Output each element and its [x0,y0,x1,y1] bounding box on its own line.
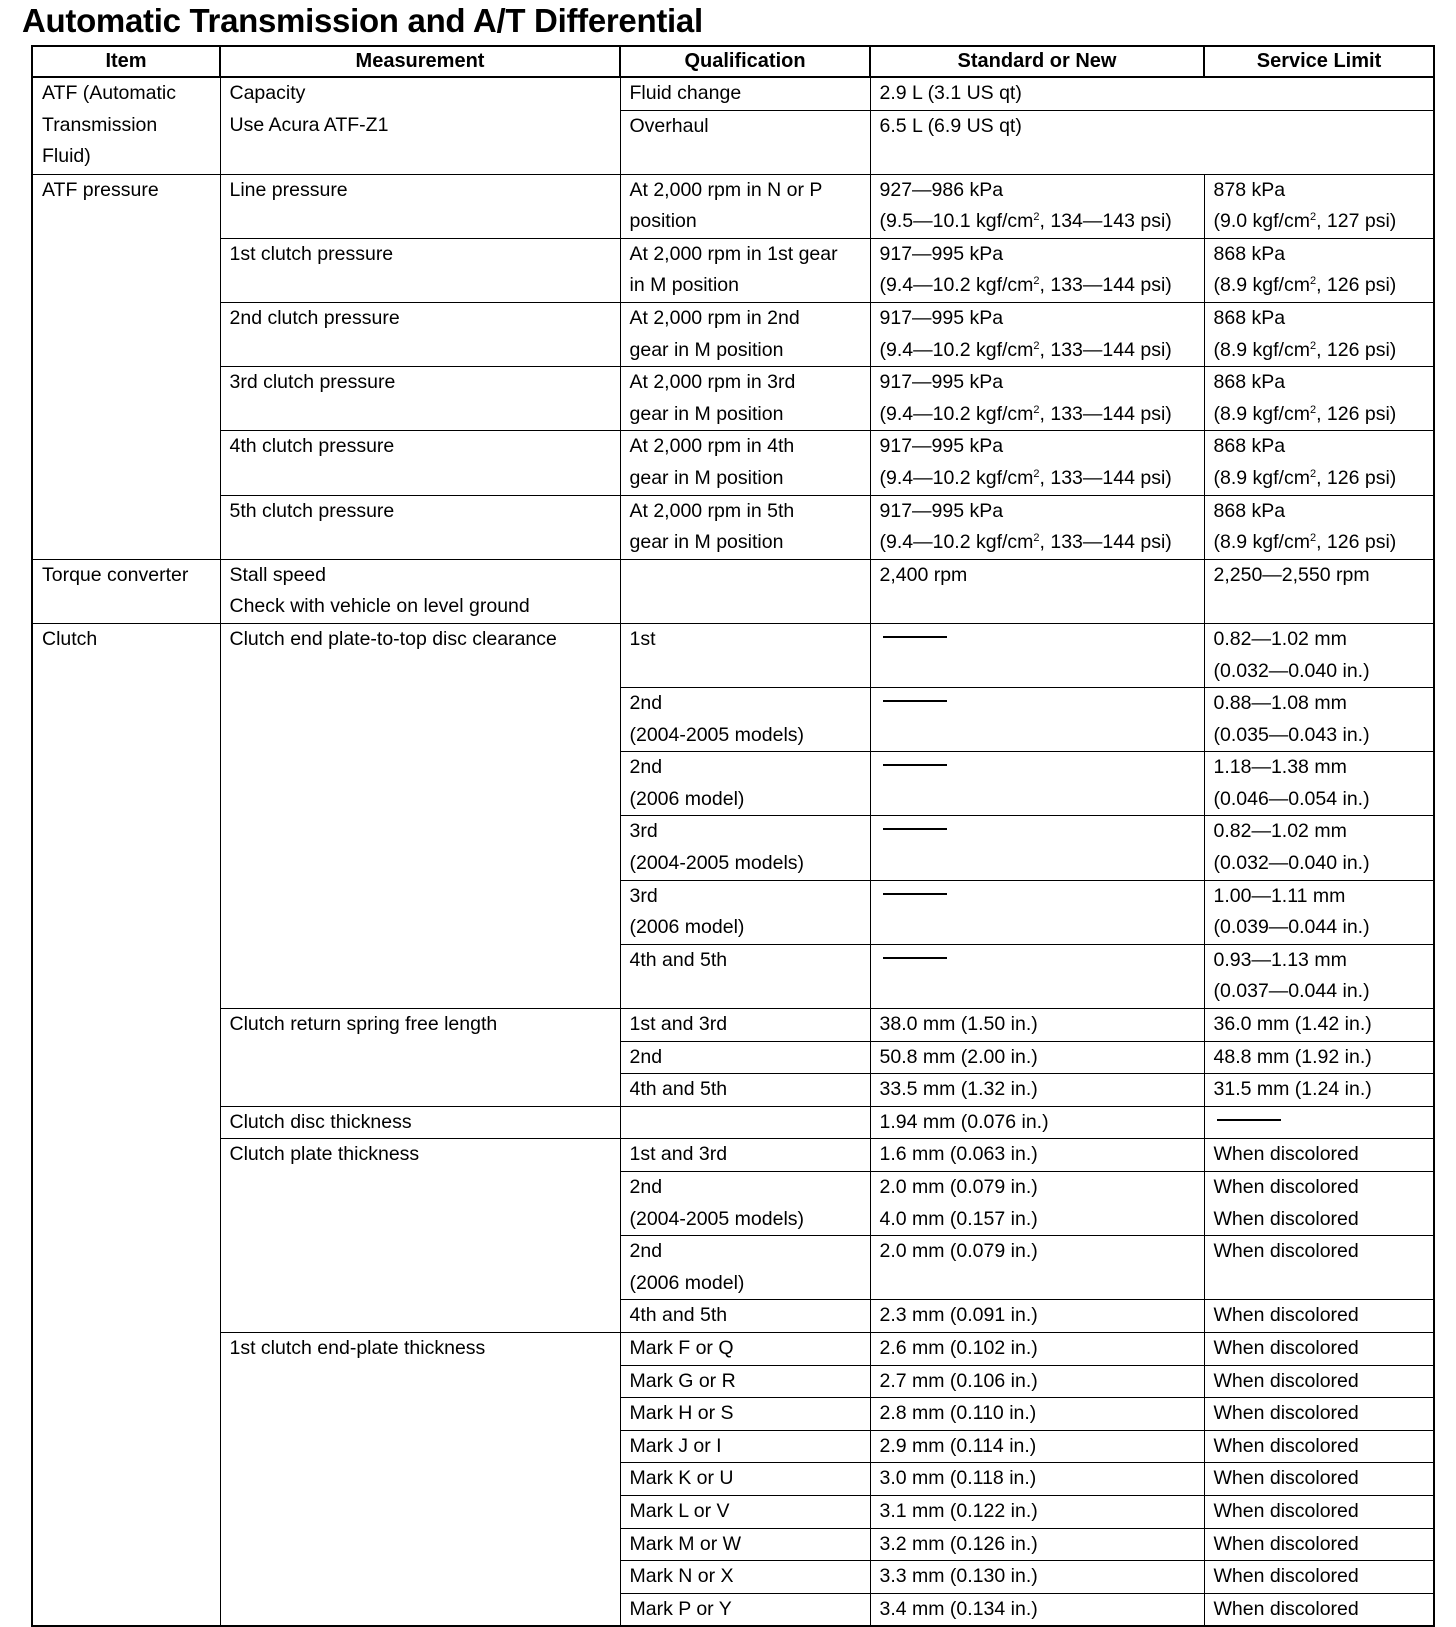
qualification-cell: 1st and 3rd [620,1139,870,1172]
table-row [32,431,1434,495]
limit-cell: When discolored [1204,1398,1434,1431]
standard-cell: 2.8 mm (0.110 in.) [870,1398,1204,1431]
standard-cell: 1.6 mm (0.063 in.) [870,1139,1204,1172]
table-row [32,367,1434,431]
standard-cell: 3.1 mm (0.122 in.) [870,1495,1204,1528]
measurement-cell: Capacity Use Acura ATF-Z1 [220,77,620,174]
standard-cell: 3.0 mm (0.118 in.) [870,1463,1204,1496]
limit-cell: 868 kPa (8.9 kgf/$cm^2$, 126 psi) [1204,431,1434,495]
not-applicable-dash [1217,1119,1281,1121]
standard-cell: 38.0 mm (1.50 in.) [870,1009,1204,1042]
qualification-cell: At 2,000 rpm in N or P position [620,174,870,238]
limit-cell: When discolored [1204,1593,1434,1626]
limit-cell: When discolored [1204,1300,1434,1333]
standard-cell: 2.7 mm (0.106 in.) [870,1365,1204,1398]
qualification-cell: At 2,000 rpm in 1st gear in M position [620,238,870,302]
limit-cell: 1.00—1.11 mm (0.039—0.044 in.) [1204,880,1434,944]
header-standard: Standard or New [870,46,1204,77]
qualification-cell: At 2,000 rpm in 5th gear in M position [620,495,870,559]
item-cell: Clutch [32,623,220,1626]
table-row [32,174,1434,238]
standard-cell: 2.0 mm (0.079 in.) [870,1172,1204,1204]
limit-cell [1204,1106,1434,1139]
measurement-cell: Clutch end plate-to-top disc clearance [220,623,620,1008]
qualification-cell: 1st [620,623,870,687]
qualification-cell: Mark P or Y [620,1593,870,1626]
qualification-cell: 2nd (2004-2005 models) [620,1172,870,1236]
standard-cell: 1.94 mm (0.076 in.) [870,1106,1204,1139]
standard-cell: 3.3 mm (0.130 in.) [870,1561,1204,1594]
limit-cell: When discolored [1204,1236,1434,1300]
limit-cell: 0.82—1.02 mm (0.032—0.040 in.) [1204,816,1434,880]
header-service-limit: Service Limit [1204,46,1434,77]
standard-cell: 917—995 kPa (9.4—10.2 kgf/$cm^2$, 133—144 psi) [870,431,1204,495]
standard-cell: 2.0 mm (0.079 in.) [870,1236,1204,1300]
measurement-cell: Clutch return spring free length [220,1009,620,1107]
measurement-cell: 4th clutch pressure [220,431,620,495]
standard-cell: 6.5 L (6.9 US qt) [870,110,1434,174]
limit-cell: When discolored [1204,1430,1434,1463]
limit-cell: When discolored [1204,1528,1434,1561]
limit-cell: 0.82—1.02 mm (0.032—0.040 in.) [1204,623,1434,687]
table-row [32,1332,1434,1365]
standard-cell: 3.2 mm (0.126 in.) [870,1528,1204,1561]
measurement-cell: 1st clutch pressure [220,238,620,302]
qualification-cell: 2nd (2006 model) [620,1236,870,1300]
qualification-cell: 3rd (2004-2005 models) [620,816,870,880]
standard-cell: 2,400 rpm [870,559,1204,623]
table-row [32,1106,1434,1139]
standard-cell: 2.9 mm (0.114 in.) [870,1430,1204,1463]
qualification-cell: At 2,000 rpm in 3rd gear in M position [620,367,870,431]
qualification-cell: 1st and 3rd [620,1009,870,1042]
limit-cell: 868 kPa (8.9 kgf/$cm^2$, 126 psi) [1204,495,1434,559]
header-row [32,46,1434,77]
standard-cell: 3.4 mm (0.134 in.) [870,1593,1204,1626]
standard-cell: 2.6 mm (0.102 in.) [870,1332,1204,1365]
not-applicable-dash [883,764,947,766]
qualification-cell: Mark L or V [620,1495,870,1528]
qualification-cell: 2nd (2004-2005 models) [620,688,870,752]
header-qualification: Qualification [620,46,870,77]
measurement-cell: 5th clutch pressure [220,495,620,559]
qualification-cell [620,1106,870,1139]
qualification-cell: Mark G or R [620,1365,870,1398]
page-title: Automatic Transmission and A/T Differential [22,2,703,39]
limit-cell: 1.18—1.38 mm (0.046—0.054 in.) [1204,752,1434,816]
not-applicable-dash [883,893,947,895]
qualification-cell: Mark J or I [620,1430,870,1463]
table-row [32,1009,1434,1042]
measurement-cell: 2nd clutch pressure [220,302,620,366]
qualification-cell: 2nd (2006 model) [620,752,870,816]
limit-cell: 878 kPa (9.0 kgf/$cm^2$, 127 psi) [1204,174,1434,238]
standard-cell [870,688,1204,752]
limit-cell: 868 kPa (8.9 kgf/$cm^2$, 126 psi) [1204,367,1434,431]
qualification-cell: Mark K or U [620,1463,870,1496]
measurement-cell: 1st clutch end-plate thickness [220,1332,620,1626]
qualification-cell: Fluid change [620,77,870,110]
qualification-cell: Mark M or W [620,1528,870,1561]
table-row [32,1139,1434,1172]
table-row [32,77,1434,110]
limit-cell: 0.88—1.08 mm (0.035—0.043 in.) [1204,688,1434,752]
standard-cell [870,880,1204,944]
qualification-cell: 3rd (2006 model) [620,880,870,944]
standard-cell [870,944,1204,1008]
standard-cell: 917—995 kPa (9.4—10.2 kgf/$cm^2$, 133—144 psi) [870,367,1204,431]
table-row [32,559,1434,623]
not-applicable-dash [883,957,947,959]
qualification-cell [620,559,870,623]
standard-cell: 2.3 mm (0.091 in.) [870,1300,1204,1333]
limit-cell: 36.0 mm (1.42 in.) [1204,1009,1434,1042]
item-cell: ATF pressure [32,174,220,559]
standard-cell: 927—986 kPa (9.5—10.1 kgf/$cm^2$, 134—143 psi) [870,174,1204,238]
limit-cell: 868 kPa (8.9 kgf/$cm^2$, 126 psi) [1204,238,1434,302]
limit-cell: When discolored [1204,1495,1434,1528]
standard-cell [870,816,1204,880]
measurement-cell: Clutch disc thickness [220,1106,620,1139]
measurement-cell: Stall speed Check with vehicle on level ground [220,559,620,623]
limit-cell: 0.93—1.13 mm (0.037—0.044 in.) [1204,944,1434,1008]
table-row [32,623,1434,687]
qualification-cell: 4th and 5th [620,944,870,1008]
standard-cell: 33.5 mm (1.32 in.) [870,1074,1204,1107]
standard-cell: 2.9 L (3.1 US qt) [870,77,1434,110]
measurement-cell: Clutch plate thickness [220,1139,620,1333]
limit-cell: When discolored [1204,1332,1434,1365]
limit-cell: 868 kPa (8.9 kgf/$cm^2$, 126 psi) [1204,302,1434,366]
table-row [32,495,1434,559]
standard-cell: 50.8 mm (2.00 in.) [870,1041,1204,1074]
limit-cell: 2,250—2,550 rpm [1204,559,1434,623]
qualification-cell: Mark N or X [620,1561,870,1594]
standard-cell: 917—995 kPa (9.4—10.2 kgf/$cm^2$, 133—144 psi) [870,238,1204,302]
not-applicable-dash [883,700,947,702]
limit-cell: 31.5 mm (1.24 in.) [1204,1074,1434,1107]
limit-cell: 48.8 mm (1.92 in.) [1204,1041,1434,1074]
qualification-cell: At 2,000 rpm in 4th gear in M position [620,431,870,495]
qualification-cell: Overhaul [620,110,870,174]
qualification-cell: 4th and 5th [620,1300,870,1333]
limit-cell: When discolored [1204,1139,1434,1172]
qualification-cell: Mark F or Q [620,1332,870,1365]
standard-cell [870,752,1204,816]
header-item: Item [32,46,220,77]
header-measurement: Measurement [220,46,620,77]
standard-cell: 4.0 mm (0.157 in.) [870,1204,1204,1236]
spec-table [31,45,1435,1627]
measurement-cell: Line pressure [220,174,620,238]
measurement-cell: 3rd clutch pressure [220,367,620,431]
standard-cell: 917—995 kPa (9.4—10.2 kgf/$cm^2$, 133—144 psi) [870,302,1204,366]
limit-cell: When discolored [1204,1561,1434,1594]
limit-cell: When discolored [1204,1463,1434,1496]
standard-cell [870,623,1204,687]
qualification-cell: 2nd [620,1041,870,1074]
not-applicable-dash [883,636,947,638]
standard-cell: 917—995 kPa (9.4—10.2 kgf/$cm^2$, 133—144 psi) [870,495,1204,559]
item-cell: Torque converter [32,559,220,623]
qualification-cell: Mark H or S [620,1398,870,1431]
table-row [32,302,1434,366]
limit-cell: When discolored [1204,1365,1434,1398]
not-applicable-dash [883,828,947,830]
limit-cell: When discolored [1204,1204,1434,1236]
table-row [32,238,1434,302]
limit-cell: When discolored [1204,1172,1434,1204]
item-cell: ATF (Automatic Transmission Fluid) [32,77,220,174]
qualification-cell: 4th and 5th [620,1074,870,1107]
qualification-cell: At 2,000 rpm in 2nd gear in M position [620,302,870,366]
